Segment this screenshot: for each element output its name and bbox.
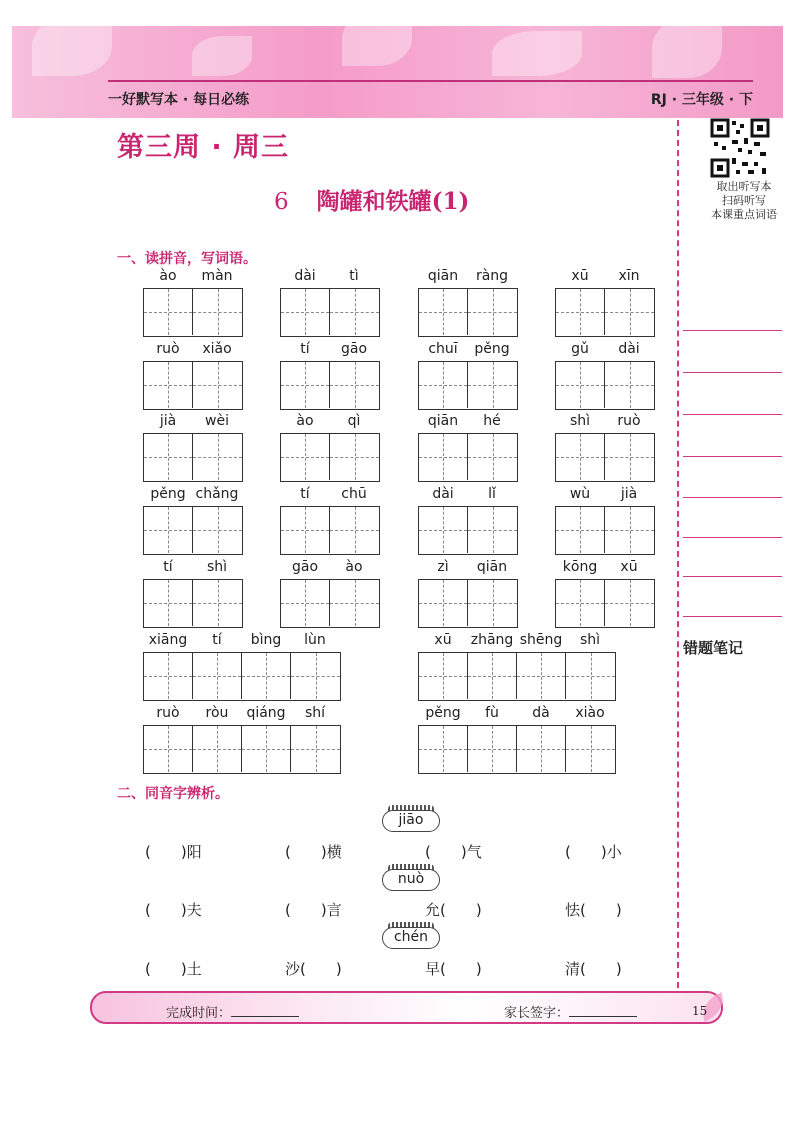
pinyin-syllable: zhāng [470,632,514,648]
pinyin-syllable: ruò [156,341,180,357]
word-item [418,632,617,704]
header-banner [12,26,783,118]
tianzige-cell[interactable] [330,289,379,335]
pinyin-syllable: kōng [562,559,598,575]
tianzige-cell[interactable] [556,507,605,553]
word-item [143,341,244,413]
pinyin-syllable: ràng [475,268,509,284]
word-item [418,559,519,631]
tianzige-cell[interactable] [556,434,605,480]
pinyin-syllable: qiān [427,268,459,284]
writing-grid [418,433,518,482]
pinyin-syllable: zì [437,559,449,575]
word-item [555,486,656,558]
qr-caption-line: 本课重点词语 [711,208,777,221]
tianzige-cell[interactable] [281,434,330,480]
tianzige-cell[interactable] [291,726,340,772]
tianzige-cell[interactable] [193,580,242,626]
pinyin-syllable: dài [294,268,316,284]
pinyin-syllable: ào [159,268,177,284]
writing-grid [143,579,243,628]
tianzige-cell[interactable] [468,289,517,335]
pinyin-row [143,341,244,359]
tianzige-cell[interactable] [291,653,340,699]
tianzige-cell[interactable] [468,434,517,480]
writing-grid [280,433,380,482]
tianzige-cell[interactable] [468,507,517,553]
tianzige-cell[interactable] [605,362,654,408]
pinyin-syllable: wèi [205,413,229,429]
tianzige-cell[interactable] [193,653,242,699]
fill-blank-item[interactable]: 清( ) [565,960,622,978]
word-item [280,559,381,631]
writing-grid [143,288,243,337]
writing-grid [143,506,243,555]
notes-title: 错题笔记 [683,639,744,657]
fill-blank-item[interactable]: ( )土 [145,960,202,978]
tianzige-cell[interactable] [281,580,330,626]
pinyin-syllable: hé [483,413,501,429]
word-item [555,559,656,631]
tianzige-cell[interactable] [419,653,468,699]
pinyin-syllable: tí [300,341,310,357]
book-series-title: 一好默写本 · 每日必练 [108,92,250,108]
pinyin-row [418,413,519,431]
pinyin-syllable: ruò [617,413,641,429]
tianzige-cell[interactable] [193,289,242,335]
pinyin-syllable: xū [620,559,638,575]
fill-blank-item[interactable]: 允( ) [425,901,482,919]
pinyin-syllable: pěng [425,705,461,721]
pinyin-row [280,486,381,504]
tianzige-cell[interactable] [330,362,379,408]
writing-grid [418,506,518,555]
parent-signature-blank[interactable] [569,1005,637,1017]
pinyin-row [418,486,519,504]
pinyin-syllable: dài [432,486,454,502]
completion-time-blank[interactable] [231,1005,299,1017]
word-item [143,559,244,631]
pinyin-syllable: xiāng [148,632,188,648]
word-item [555,413,656,485]
lesson-title [274,183,469,216]
pinyin-syllable: ròu [205,705,229,721]
fill-blank-item[interactable]: 早( ) [425,960,482,978]
pinyin-row [555,268,656,286]
pinyin-syllable: chū [341,486,367,502]
pinyin-tag-label: nuò [382,869,440,891]
pinyin-syllable: shēng [519,632,563,648]
qr-caption-line: 取出听写本 [716,180,772,193]
pinyin-syllable: shì [206,559,228,575]
word-item [418,705,617,777]
tianzige-cell[interactable] [193,507,242,553]
pinyin-tag [382,805,440,833]
footer-bar [90,991,723,1024]
pinyin-syllable: tí [163,559,173,575]
note-line[interactable] [683,414,782,415]
pinyin-syllable: xiǎo [202,341,232,357]
section-1-heading: 一、读拼音，写词语。 [117,251,257,267]
tianzige-cell[interactable] [242,653,291,699]
word-item [143,632,342,704]
pinyin-row [143,486,244,504]
tianzige-cell[interactable] [605,434,654,480]
pinyin-row [555,559,656,577]
pinyin-tag-label: jiāo [382,810,440,832]
pinyin-syllable: lùn [304,632,326,648]
tianzige-cell[interactable] [556,580,605,626]
pinyin-row [555,413,656,431]
pinyin-row [280,413,381,431]
parent-signature-label: 家长签字： [504,1006,570,1021]
writing-grid [280,579,380,628]
tianzige-cell[interactable] [330,434,379,480]
fill-blank-item[interactable]: ( )横 [285,843,342,861]
pinyin-row [418,559,519,577]
tianzige-cell[interactable] [468,653,517,699]
tianzige-cell[interactable] [193,726,242,772]
pinyin-syllable: jià [159,413,177,429]
lesson-name: 陶罐和铁罐(1) [316,188,470,215]
pinyin-tag [382,922,440,950]
writing-grid [143,652,341,701]
pinyin-row [280,341,381,359]
pinyin-syllable: qiān [476,559,508,575]
qr-caption [694,180,794,222]
tianzige-cell[interactable] [144,653,193,699]
pinyin-syllable: qì [347,413,361,429]
note-line[interactable] [683,372,782,373]
fill-blank-item[interactable]: ( )言 [285,901,342,919]
parent-signature [504,1002,637,1021]
tianzige-cell[interactable] [468,362,517,408]
pinyin-row [418,632,617,650]
fill-blank-item[interactable]: 沙( ) [285,960,342,978]
tianzige-cell[interactable] [605,507,654,553]
word-item [418,341,519,413]
pinyin-syllable: pěng [474,341,510,357]
writing-grid [418,725,616,774]
pinyin-row [418,341,519,359]
pinyin-syllable: xiào [575,705,605,721]
pinyin-syllable: xīn [618,268,640,284]
pinyin-row [143,632,342,650]
tianzige-cell[interactable] [605,580,654,626]
pinyin-syllable: tì [349,268,359,284]
header-bar [108,80,753,116]
word-item [555,341,656,413]
tianzige-cell[interactable] [193,362,242,408]
pinyin-syllable: xū [571,268,589,284]
pinyin-syllable: shì [579,632,601,648]
pinyin-syllable: wù [569,486,591,502]
writing-grid [143,725,341,774]
pinyin-syllable: gǔ [571,341,589,357]
fill-blank-item[interactable]: 怯( ) [565,901,622,919]
tianzige-cell[interactable] [419,507,468,553]
sidebar-divider [677,120,679,988]
tianzige-cell[interactable] [419,362,468,408]
note-line[interactable] [683,576,782,577]
tianzige-cell[interactable] [144,289,193,335]
qr-code-icon[interactable] [710,118,770,178]
grade-label: RJ · 三年级 · 下 [650,92,753,108]
pinyin-row [143,413,244,431]
word-item [143,268,244,340]
pinyin-row [280,559,381,577]
tianzige-cell[interactable] [419,434,468,480]
pinyin-row [143,559,244,577]
pinyin-syllable: fù [485,705,499,721]
writing-grid [143,433,243,482]
pinyin-syllable: tí [212,632,222,648]
note-line[interactable] [683,456,782,457]
tianzige-cell[interactable] [605,289,654,335]
tianzige-cell[interactable] [419,580,468,626]
tianzige-cell[interactable] [566,726,615,772]
tianzige-cell[interactable] [144,362,193,408]
pinyin-syllable: pěng [150,486,186,502]
note-line[interactable] [683,497,782,498]
fill-blank-item[interactable]: ( )小 [565,843,622,861]
word-item [418,268,519,340]
pinyin-syllable: dà [532,705,550,721]
pinyin-syllable: shì [569,413,591,429]
tianzige-cell[interactable] [193,434,242,480]
writing-grid [418,288,518,337]
writing-grid [280,288,380,337]
pinyin-syllable: dài [618,341,640,357]
tianzige-cell[interactable] [144,507,193,553]
pinyin-syllable: ruò [156,705,180,721]
section-2-heading: 二、同音字辨析。 [117,786,229,802]
word-item [418,413,519,485]
pinyin-row [418,705,617,723]
writing-grid [280,506,380,555]
word-item [280,413,381,485]
pinyin-tag [382,864,440,892]
pinyin-syllable: bìng [250,632,282,648]
fill-blank-item[interactable]: ( )阳 [145,843,202,861]
writing-grid [555,288,655,337]
tianzige-cell[interactable] [419,726,468,772]
word-item [143,705,342,777]
writing-grid [418,652,616,701]
pinyin-syllable: lǐ [488,486,496,502]
writing-grid [143,361,243,410]
fill-blank-item[interactable]: ( )气 [425,843,482,861]
tianzige-cell[interactable] [144,434,193,480]
pinyin-syllable: chuī [428,341,458,357]
pinyin-syllable: ào [345,559,363,575]
pinyin-syllable: qiān [427,413,459,429]
pinyin-row [143,268,244,286]
pinyin-syllable: qiáng [246,705,286,721]
writing-grid [555,579,655,628]
writing-grid [280,361,380,410]
note-line[interactable] [683,616,782,617]
word-item [280,268,381,340]
word-item [280,486,381,558]
tianzige-cell[interactable] [517,653,566,699]
pinyin-syllable: chǎng [195,486,239,502]
tianzige-cell[interactable] [330,507,379,553]
lesson-number: 6 [274,189,289,215]
tianzige-cell[interactable] [468,726,517,772]
pinyin-row [555,486,656,504]
tianzige-cell[interactable] [144,726,193,772]
pinyin-tag-label: chén [382,927,440,949]
week-title: 第三周 · 周三 [117,132,290,163]
pinyin-syllable: gāo [291,559,319,575]
tianzige-cell[interactable] [281,362,330,408]
pinyin-syllable: ào [296,413,314,429]
pinyin-syllable: shí [304,705,326,721]
pinyin-row [280,268,381,286]
writing-grid [555,433,655,482]
tianzige-cell[interactable] [242,726,291,772]
tianzige-cell[interactable] [281,289,330,335]
pinyin-syllable: jià [620,486,638,502]
pinyin-row [418,268,519,286]
pinyin-syllable: tí [300,486,310,502]
writing-grid [555,506,655,555]
pinyin-syllable: gāo [340,341,368,357]
note-line[interactable] [683,330,782,331]
tianzige-cell[interactable] [517,726,566,772]
tianzige-cell[interactable] [566,653,615,699]
page-number: 15 [692,1004,708,1018]
tianzige-cell[interactable] [144,580,193,626]
pinyin-syllable: màn [201,268,233,284]
qr-caption-line: 扫码听写 [722,194,766,207]
completion-time-label: 完成时间： [166,1006,232,1021]
word-item [280,341,381,413]
word-item [143,486,244,558]
pinyin-row [555,341,656,359]
tianzige-cell[interactable] [330,580,379,626]
tianzige-cell[interactable] [281,507,330,553]
tianzige-cell[interactable] [468,580,517,626]
word-item [418,486,519,558]
word-item [143,413,244,485]
word-item [555,268,656,340]
pinyin-row [143,705,342,723]
note-line[interactable] [683,537,782,538]
tianzige-cell[interactable] [419,289,468,335]
completion-time [166,1002,299,1021]
writing-grid [418,361,518,410]
tianzige-cell[interactable] [556,289,605,335]
tianzige-cell[interactable] [556,362,605,408]
writing-grid [555,361,655,410]
pinyin-syllable: xū [434,632,452,648]
fill-blank-item[interactable]: ( )夫 [145,901,202,919]
writing-grid [418,579,518,628]
